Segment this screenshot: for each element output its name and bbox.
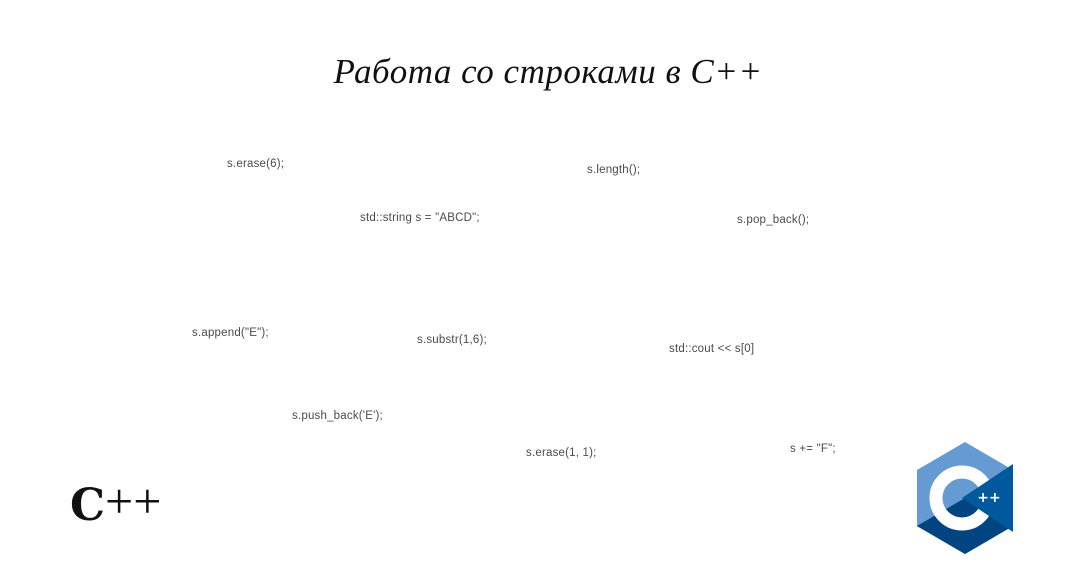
code-snippet-declare-string: std::string s = "ABCD"; (360, 212, 480, 224)
code-snippet-push-back: s.push_back('E'); (292, 410, 383, 422)
code-snippet-cout: std::cout << s[0] (669, 343, 755, 355)
cpp-logo-icon (912, 440, 1018, 556)
cpp-wordmark-letter: C (70, 480, 106, 531)
code-snippet-concat-f: s += "F"; (790, 443, 836, 455)
code-snippet-substr: s.substr(1,6); (417, 334, 487, 346)
code-snippet-append: s.append("E"); (192, 327, 269, 339)
code-snippet-erase-6: s.erase(6); (227, 158, 285, 170)
code-snippet-pop-back: s.pop_back(); (737, 214, 810, 226)
cpp-logo-plus-text: ++ (977, 490, 1001, 506)
cpp-wordmark-plus: ++ (105, 473, 162, 529)
cpp-wordmark (70, 473, 162, 531)
slide-title: Работа со строками в C++ (333, 52, 763, 91)
code-snippet-length: s.length(); (587, 164, 641, 176)
code-snippet-erase-1-1: s.erase(1, 1); (526, 447, 597, 459)
